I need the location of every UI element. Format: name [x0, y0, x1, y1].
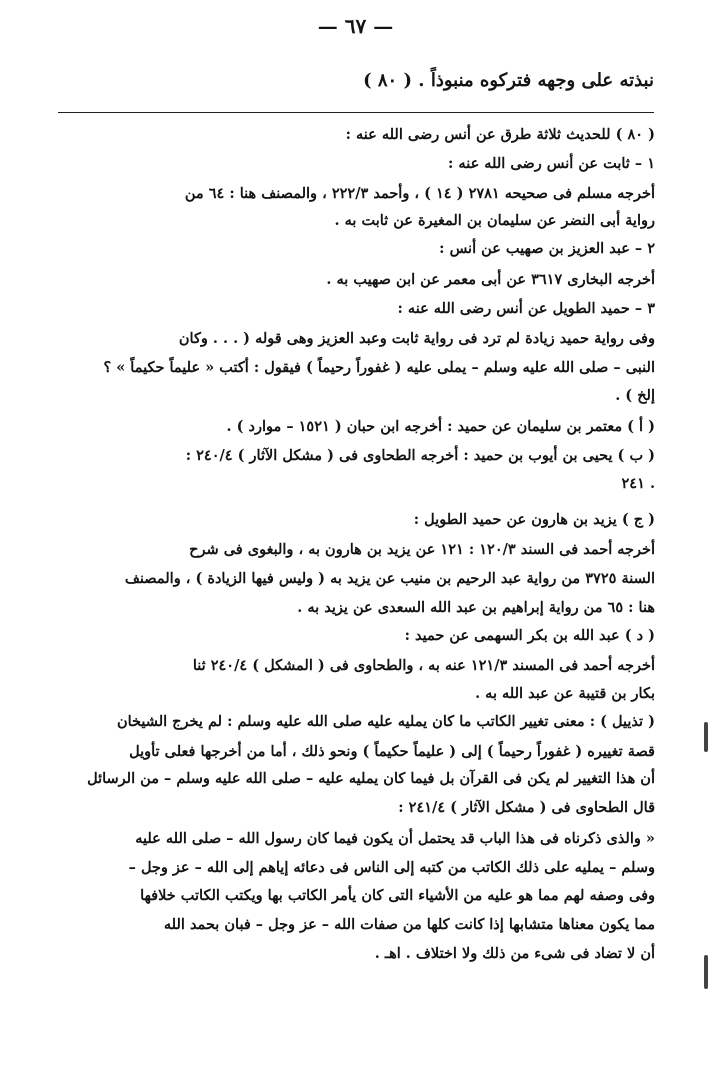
text-line: ( أ ) معتمر بن سليمان عن حميد : أخرجه ابن حبان ( ١٥٢١ – موارد ) . — [226, 418, 655, 435]
text-line: رواية أبى النضر عن سليمان بن المغيرة عن ثابت به . — [334, 212, 655, 229]
text-line: أن هذا التغيير لم يكن فى القرآن بل فيما كان يمليه عليه – صلى الله عليه وسلم – من الرسائل — [87, 770, 655, 787]
text-line: السنة ٣٧٢٥ من رواية عبد الرحيم بن منيب عن يزيد به ( وليس فيها الزيادة ) ، والمصنف — [124, 570, 655, 587]
top-line: نبذته على وجهه فتركوه منبوذاً . ( ٨٠ ) — [363, 70, 654, 91]
text-line: أخرجه أحمد فى السند ١٢٠/٣ : ١٢١ عن يزيد بن هارون به ، والبغوى فى شرح — [189, 541, 655, 558]
text-line: ( د ) عبد الله بن بكر السهمى عن حميد : — [404, 627, 655, 644]
text-line: ٢٤١ . — [621, 475, 655, 492]
text-line: النبى – صلى الله عليه وسلم – يملى عليه ( غفوراً رحيماً ) فيقول : أكتب « عليماً حكيماً » ؟ — [103, 359, 655, 376]
text-line: أن لا تضاد فى شىء من ذلك ولا اختلاف . اهـ . — [374, 945, 655, 962]
text-line: أخرجه أحمد فى المسند ١٢١/٣ عنه به ، والطحاوى فى ( المشكل ) ٢٤٠/٤ ثنا — [192, 657, 655, 674]
text-line: قصة تغييره ( غفوراً رحيماً ) إلى ( عليماً حكيماً ) ونحو ذلك ، أما من أخرجها فعلى تأويل — [129, 743, 655, 760]
text-line: قال الطحاوى فى ( مشكل الآثار ) ٢٤١/٤ : — [398, 799, 655, 816]
text-line: أخرجه مسلم فى صحيحه ٢٧٨١ ( ١٤ ) ، وأحمد ٢٢٢/٣ ، والمصنف هنا : ٦٤ من — [184, 185, 655, 202]
text-line: ١ – ثابت عن أنس رضى الله عنه : — [448, 155, 655, 172]
scan-edge-mark — [704, 955, 708, 989]
text-line: بكار بن قتيبة عن عبد الله به . — [475, 685, 655, 702]
text-line: ( تذييل ) : معنى تغيير الكاتب ما كان يمليه عليه صلى الله عليه وسلم : لم يخرج الشيخان — [116, 713, 655, 730]
text-line: وفى رواية حميد زيادة لم ترد فى رواية ثابت وعبد العزيز وهى قوله ( . . . وكان — [178, 330, 655, 347]
scan-edge-mark — [704, 722, 708, 752]
separator-rule — [58, 112, 654, 113]
text-line: مما يكون معناها متشابها إذا كانت كلها من صفات الله – عز وجل – فبان بحمد الله — [163, 916, 655, 933]
text-line: إلخ ) . — [615, 387, 655, 404]
text-line: ( ج ) يزيد بن هارون عن حميد الطويل : — [413, 511, 655, 528]
text-line: هنا : ٦٥ من رواية إبراهيم بن عبد الله السعدى عن يزيد به . — [297, 599, 655, 616]
text-line: ( ٨٠ ) للحديث ثلاثة طرق عن أنس رضى الله عنه : — [345, 126, 655, 143]
text-line: « والذى ذكرناه فى هذا الباب قد يحتمل أن يكون فيما كان رسول الله – صلى الله عليه — [135, 830, 655, 847]
text-line: ( ب ) يحيى بن أيوب بن حميد : أخرجه الطحاوى فى ( مشكل الآثار ) ٢٤٠/٤ : — [185, 447, 655, 464]
text-line: ٣ – حميد الطويل عن أنس رضى الله عنه : — [397, 300, 655, 317]
text-line: ٢ – عبد العزيز بن صهيب عن أنس : — [439, 240, 655, 257]
text-line: وفى وصفه لهم مما هو عليه من الأشياء التى كان يأمر الكاتب بها ويكتب الكاتب خلافها — [140, 887, 655, 904]
page-number: — ٦٧ — — [317, 14, 394, 38]
text-line: وسلم – يمليه على ذلك الكاتب من كتبه إلى الناس فى دعائه إياهم إلى الله – عز وجل – — [128, 859, 655, 876]
text-line: أخرجه البخارى ٣٦١٧ عن أبى معمر عن ابن صهيب به . — [326, 271, 655, 288]
